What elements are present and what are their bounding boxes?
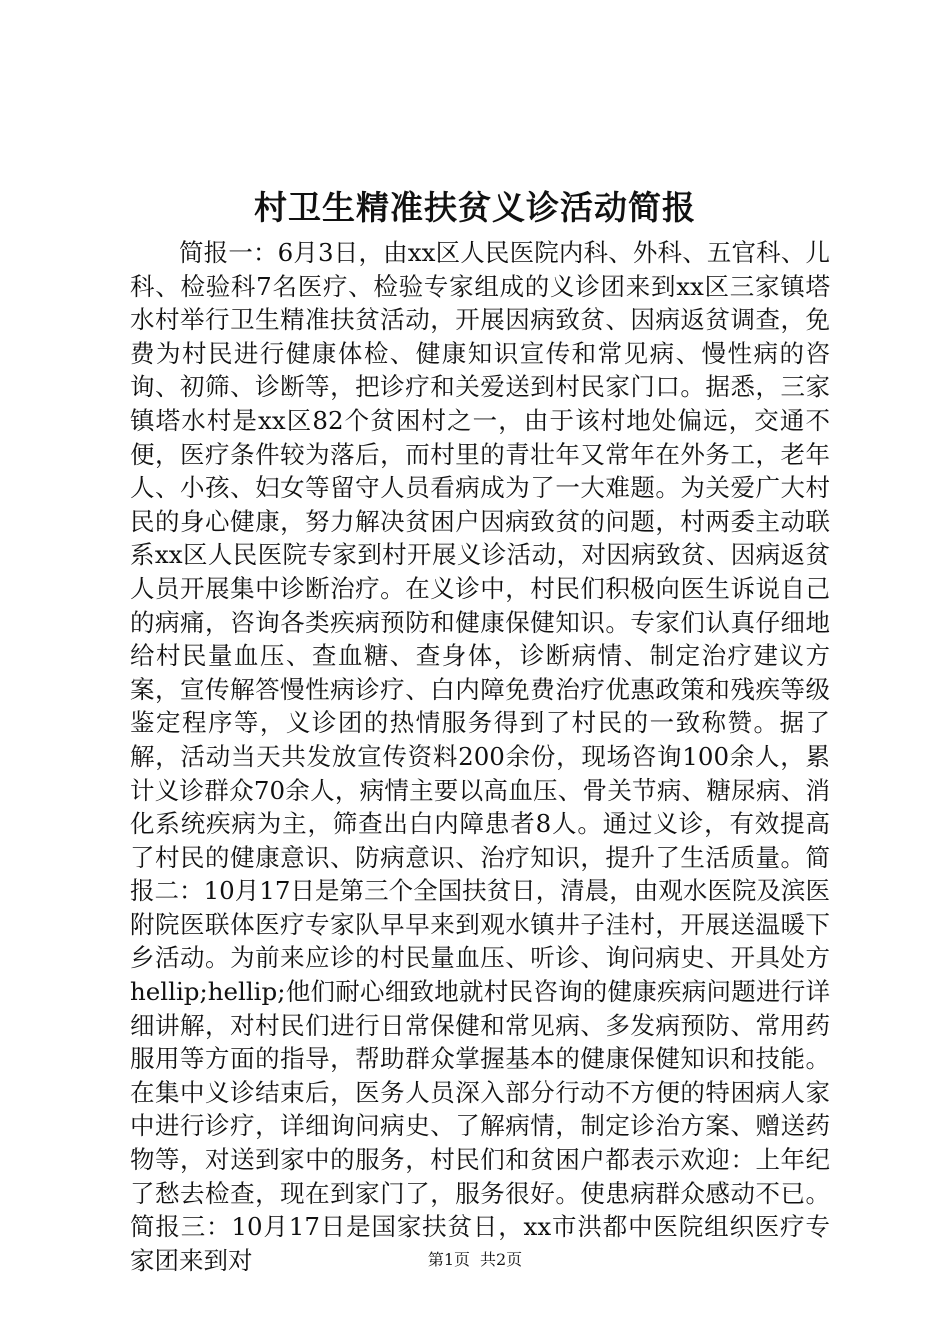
page-number-current: 第1页 [427,1250,470,1269]
document-title: 村卫生精准扶贫义诊活动简报 [254,188,696,227]
page-footer [0,1248,950,1272]
page-number-total: 共2页 [480,1250,523,1269]
document-body-paragraph: 简报一：6月3日，由xx区人民医院内科、外科、五官科、儿科、检验科7名医疗、检验专家组成的义诊团来到xx区三家镇塔水村举行卫生精准扶贫活动，开展因病致贫、因病返贫调查，免费为村民进行健康体检、健康知识宣传和常见病、慢性病的咨询、初筛、诊断等，把诊疗和关爱送到村民家门口。据悉，三家镇塔水村是xx区82个贫困村之一，由于该村地处偏远，交通不便，医疗条件较为落后，而村里的青壮年又常年在外务工，老年人、小孩、妇女等留守人员看病成为了一大难题。为关爱广大村民的身心健康，努力解决贫困户因病致贫的问题，村两委主动联系xx区人民医院专家到村开展义诊活动，对因病致贫、因病返贫人员开展集中诊断治疗。在义诊中，村民们积极向医生诉说自己的病痛，咨询各类疾病预防和健康保健知识。专家们认真仔细地给村民量血压、查血糖、查身体，诊断病情、制定治疗建议方案，宣传解答慢性病诊疗、白内障免费治疗优惠政策和残疾等级鉴定程序等，义诊团的热情服务得到了村民的一致称赞。据了解，活动当天共发放宣传资料200余份，现场咨询100余人，累计义诊群众70余人，病情主要以高血压、骨关节病、糖尿病、消化系统疾病为主，筛查出白内障患者8人。通过义诊，有效提高了村民的健康意识、防病意识、治疗知识，提升了生活质量。简报二：10月17日是第三个全国扶贫日，清晨，由观水医院及滨医附院医联体医疗专家队早早来到观水镇井子洼村，开展送温暖下乡活动。为前来应诊的村民量血压、听诊、询问病史、开具处方hellip;hellip;他们耐心细致地就村民咨询的健康疾病问题进行详细讲解，对村民们进行日常保健和常见病、多发病预防、常用药服用等方面的指导，帮助群众掌握基本的健康保健知识和技能。在集中义诊结束后，医务人员深入部分行动不方便的特困病人家中进行诊疗，详细询问病史、了解病情，制定诊治方案、赠送药物等，对送到家中的服务，村民们和贫困户都表示欢迎：上年纪了愁去检查，现在到家门了，服务很好。使患病群众感动不已。简报三：10月17日是国家扶贫日，xx市洪都中医院组织医疗专家团来到对 [130,238,830,1275]
